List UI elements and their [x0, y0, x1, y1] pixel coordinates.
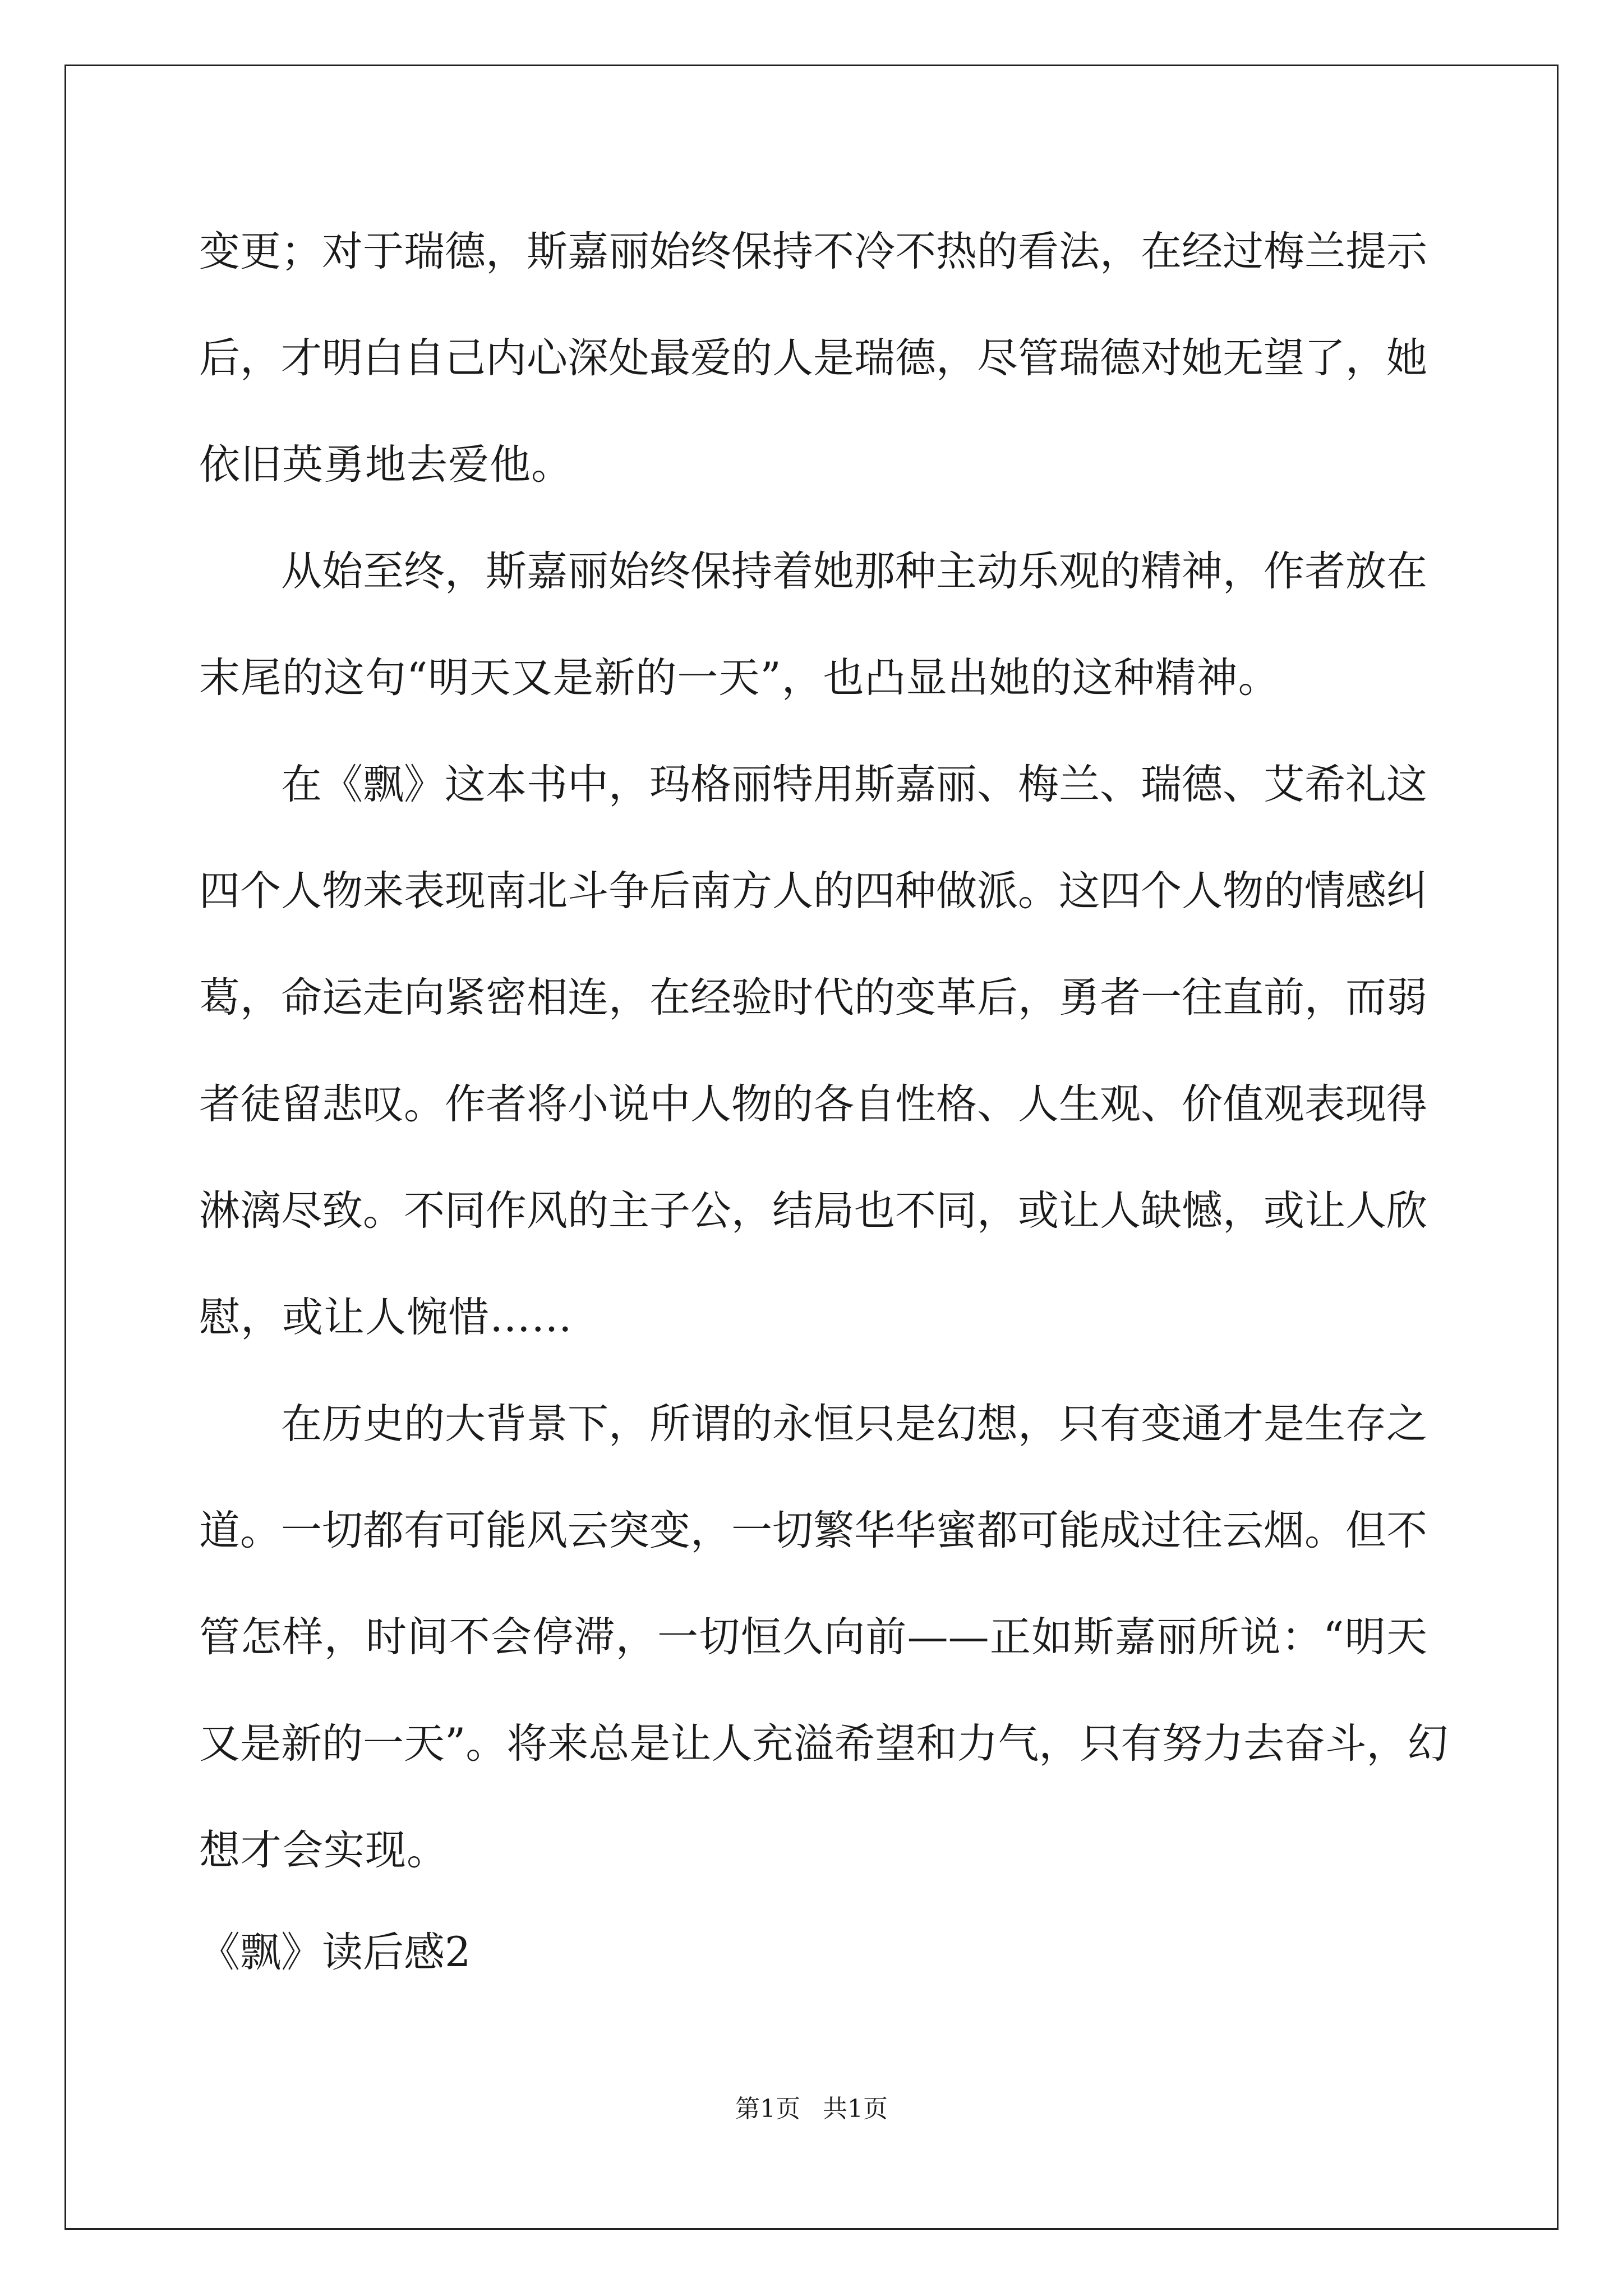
- section-heading: 《飘》读后感2: [199, 1929, 471, 1976]
- paragraph-3-line-1: 在《飘》这本书中，玛格丽特用斯嘉丽、梅兰、瑞德、艾希礼这: [281, 761, 1427, 808]
- page-number: 第1页: [735, 2095, 800, 2123]
- page-total: 共1页: [823, 2095, 888, 2123]
- paragraph-1-line-1: 变更；对于瑞德，斯嘉丽始终保持不冷不热的看法，在经过梅兰提示: [199, 228, 1427, 275]
- paragraph-4-line-4: 又是新的一天”。将来总是让人充溢希望和力气，只有努力去奋斗，幻: [199, 1720, 1449, 1768]
- paragraph-3-line-3: 葛，命运走向紧密相连，在经验时代的变革后，勇者一往直前，而弱: [199, 974, 1427, 1022]
- paragraph-4-line-2: 道。一切都有可能风云突变，一切繁华华蜜都可能成过往云烟。但不: [199, 1507, 1427, 1554]
- paragraph-1-line-2: 后，才明白自己内心深处最爱的人是瑞德，尽管瑞德对她无望了，她: [199, 334, 1427, 382]
- page-border: [64, 65, 1559, 2230]
- paragraph-3-line-2: 四个人物来表现南北斗争后南方人的四种做派。这四个人物的情感纠: [199, 867, 1427, 915]
- paragraph-1-line-3: 依旧英勇地去爱他。: [199, 441, 573, 489]
- page-footer: [0, 2092, 1623, 2126]
- paragraph-4-line-5: 想才会实现。: [199, 1826, 448, 1874]
- paragraph-4-line-3: 管怎样，时间不会停滞，一切恒久向前——正如斯嘉丽所说：“明天: [199, 1613, 1427, 1661]
- paragraph-3-line-6: 慰，或让人惋惜……: [199, 1294, 573, 1341]
- paragraph-2-line-2: 末尾的这句“明天又是新的一天”，也凸显出她的这种精神。: [199, 654, 1280, 702]
- paragraph-3-line-4: 者徒留悲叹。作者将小说中人物的各自性格、人生观、价值观表现得: [199, 1080, 1427, 1128]
- paragraph-4-line-1: 在历史的大背景下，所谓的永恒只是幻想，只有变通才是生存之: [281, 1400, 1427, 1448]
- paragraph-2-line-1: 从始至终，斯嘉丽始终保持着她那种主动乐观的精神，作者放在: [281, 547, 1427, 595]
- paragraph-3-line-5: 淋漓尽致。不同作风的主子公，结局也不同，或让人缺憾，或让人欣: [199, 1187, 1427, 1235]
